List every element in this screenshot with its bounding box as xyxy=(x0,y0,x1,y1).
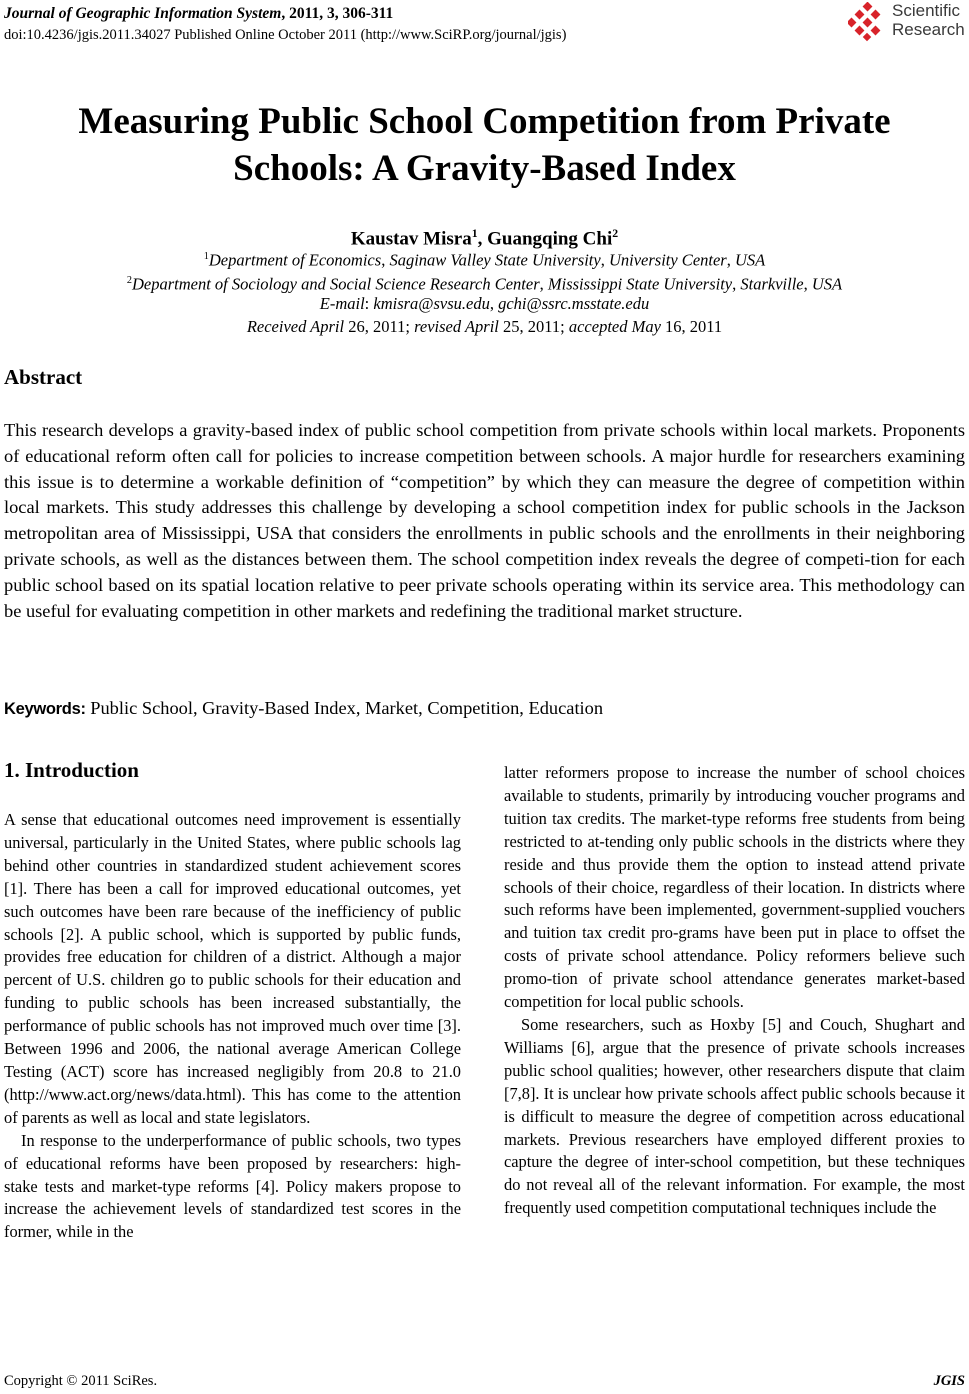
doi-line: doi:10.4236/jgis.2011.34027 Published Online October 2011 (http://www.SciRP.org/journal/jgis) xyxy=(4,27,567,43)
affiliation-2-dept: Department of Sociology and Social Science Research Center xyxy=(131,274,540,294)
affiliation-1-sup: 1 xyxy=(203,251,209,262)
author-2-affil: 2 xyxy=(612,227,619,240)
affiliation-2-uni: Mississippi State University xyxy=(547,274,733,294)
intro-paragraph-3: Some researchers, such as Hoxby [5] and Couch, Shughart and Williams [6], argue that the presence of private schools increases public school qualities; however, other researchers dispute that claim [7,8]. It is unclear how private schools affect public schools because it is difficult to measure the degree of competition across educational markets. Previous researchers have employed different proxies to capture the degree of inter-school competition, but these techniques do not reveal all of the relevant information. For example, the most frequently used competition computational techniques include the xyxy=(504,1014,965,1218)
received-date: 26, 2011; xyxy=(344,317,415,336)
affiliation-2: $^2$Department of Sociology and Social Science Research Center, Mississippi State University, Starkville, USA xyxy=(126,274,843,294)
affiliation-1-uni: Saginaw Valley State University xyxy=(389,250,601,270)
accepted-date: 16, 2011 xyxy=(660,317,723,336)
affiliation-2-country: USA xyxy=(811,274,843,294)
email-line xyxy=(0,293,969,315)
journal-abbreviation: JGIS xyxy=(933,1373,965,1389)
journal-volume: , 2011, 3, 306-311 xyxy=(281,5,394,22)
abstract-text: This research develops a gravity-based index of public school competition from private schools within local markets. Proponents of educational reform often call for policies to increase competition between schools. A major hurdle for researchers examining this issue is to determine a workable definition of “competition” by which they can measure the degree of competition within local markets. This study addresses this challenge by developing a school competition index for public schools in the Jackson metropolitan area of Mississippi, USA that considers the enrollments in public schools and the enrollments in their neighboring private schools, as well as the distances between them. The school competition index reveals the degree of competi-tion for each public school based on its spatial location relative to peer private schools operating within its service area. This methodology can be useful for evaluating competition in other markets and redefining the traditional market structure. xyxy=(4,420,965,621)
intro-paragraph-2: In response to the underperformance of public schools, two types of educational reforms have been proposed by researchers: high-stake tests and market-type reforms [4]. Policy makers propose to increase the achievement levels of standardized test scores in the former, while in the xyxy=(4,1130,461,1242)
email-label: E-mail xyxy=(319,294,365,313)
journal-name: Journal of Geographic Information System xyxy=(4,5,282,22)
title-line-1: Measuring Public School Competition from Private xyxy=(78,101,891,142)
affiliation-1-dept: Department of Economics xyxy=(208,250,382,270)
keywords xyxy=(4,696,603,721)
introduction-heading: 1. Introduction xyxy=(4,758,139,782)
scirp-logo-icon xyxy=(848,2,888,42)
right-column xyxy=(504,762,965,1220)
dates-line xyxy=(0,316,969,338)
left-column xyxy=(4,809,461,1244)
keywords-text: Public School, Gravity-Based Index, Market, Competition, Education xyxy=(85,698,604,718)
logo-text-line2: Research xyxy=(892,20,965,39)
journal-citation xyxy=(4,4,393,23)
email-2: gchi@ssrc.msstate.edu xyxy=(498,294,650,313)
received-label: Received April xyxy=(246,317,345,336)
author-1-affil: 1 xyxy=(471,227,478,240)
author-2: Guangqing Chi xyxy=(487,228,613,250)
affiliation-1: $^1$Department of Economics, Saginaw Valley State University, University Center, USA xyxy=(203,250,766,270)
email-separator: : xyxy=(364,294,374,313)
paper-title xyxy=(20,98,949,192)
intro-paragraph-1: A sense that educational outcomes need improvement is essentially universal, particularly in the United States, where public schools lag behind other countries in standardized student achievement scores [1]. There has been a call for improved educational outcomes, yet such outcomes have been rare because of the inefficiency of public schools [2]. A public school, which is supported by public funds, provides free education for children of a district. Although a major percent of U.S. children go to public schools for their education and funding to public schools has been increased substantially, the performance of public schools has not improved much over time [3]. Between 1996 and 2006, the national average American College Testing (ACT) score has increased negligibly from 20.8 to 21.0 (http://www.act.org/news/data.html). This has come to the attention of parents as well as local and state legislators. xyxy=(4,810,461,1127)
affiliation-2-sup: 2 xyxy=(126,275,132,286)
title-line-2: Schools: A Gravity-Based Index xyxy=(233,148,736,189)
affiliation-1-country: USA xyxy=(734,250,766,270)
affiliation-2-loc: Starkville xyxy=(740,274,804,294)
publisher-logo xyxy=(848,0,968,42)
keywords-label: Keywords: xyxy=(4,700,86,718)
revised-label: revised April xyxy=(414,317,499,336)
revised-date: 25, 2011; xyxy=(498,317,569,336)
intro-paragraph-2-cont: latter reformers propose to increase the number of school choices available to students, primarily by introducing voucher programs and tuition tax credits. The market-type reforms free students from being restricted to at-tending only public schools in the districts where they reside and thus provide them the option to instead attend private schools of their choice, regardless of their location. In districts where such reforms have been implemented, government-supplied vouchers and tuition tax credit pro-grams have been put in place to offset the costs of private school attendance. Policy reformers believe such promo-tion of private school attendance generates market-based competition for local public schools. xyxy=(504,763,965,1012)
author-separator: , xyxy=(477,228,488,250)
email-comma: , xyxy=(489,294,499,313)
accepted-label: accepted May xyxy=(568,317,661,336)
copyright-notice: Copyright © 2011 SciRes. xyxy=(4,1373,158,1389)
author-1: Kaustav Misra xyxy=(350,228,472,250)
email-1: kmisra@svsu.edu xyxy=(373,294,490,313)
affiliation-1-loc: University Center xyxy=(608,250,727,270)
abstract-heading: Abstract xyxy=(4,365,83,389)
logo-text-line1: Scientific xyxy=(892,1,961,20)
